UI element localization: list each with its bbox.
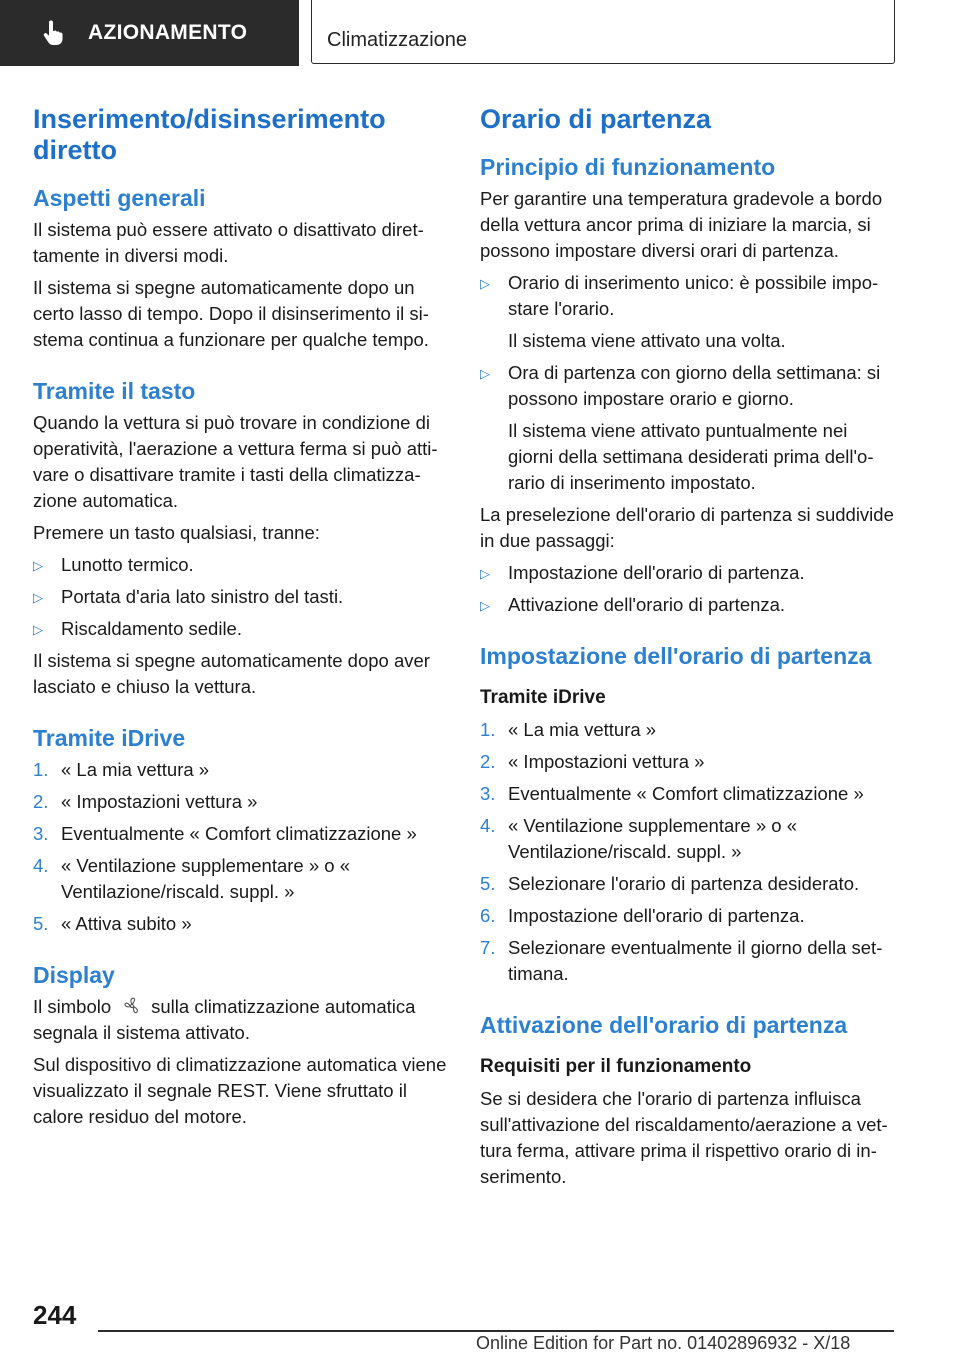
paragraph: Quando la vettura si può trovare in condizione di operatività, l'aerazione a vettura ferma si può attivare o disattivare tramite i tasti della climatizzazione automatica. bbox=[33, 412, 438, 511]
list-item: 4. « Ventilazione supplementare » o « Ventilazione/riscald. suppl. » bbox=[33, 855, 351, 902]
subsection-heading: Aspetti generali bbox=[33, 185, 206, 211]
edition-note: Online Edition for Part no. 01402896932 - X/18 bbox=[476, 1333, 851, 1353]
paragraph: Il sistema si spegne automaticamente dopo un certo lasso di tempo. Dopo il disinserimento il sistema continua a funzionare per qualche tempo. bbox=[33, 277, 429, 350]
list-item: ▷ Orario di inserimento unico: è possibile impostare l'orario. Il sistema viene attivato una volta. bbox=[480, 272, 879, 351]
list-item: 2. « Impostazioni vettura » bbox=[480, 751, 705, 772]
paragraph: Premere un tasto qualsiasi, tranne: bbox=[33, 522, 320, 543]
list-item: ▷ Portata d'aria lato sinistro del tasti. bbox=[33, 584, 448, 610]
list-item: ▷ Riscaldamento sedile. bbox=[33, 616, 448, 642]
section-heading: Inserimento/disinserimento diretto bbox=[33, 104, 386, 165]
paragraph: Il sistema può essere attivato o disattivato direttamente in diversi modi. bbox=[33, 219, 424, 266]
bullet-list bbox=[480, 560, 895, 618]
list-item: 2. « Impostazioni vettura » bbox=[33, 791, 258, 812]
subsection-heading: Principio di funzionamento bbox=[480, 154, 776, 180]
list-item: 3. Eventualmente « Comfort climatizzazione » bbox=[480, 783, 864, 804]
numbered-list bbox=[33, 757, 448, 937]
list-item: 1. « La mia vettura » bbox=[33, 759, 210, 780]
list-item: ▷ Lunotto termico. bbox=[33, 552, 448, 578]
triangle-bullet-icon: ▷ bbox=[480, 276, 490, 291]
section-heading: Orario di partenza bbox=[480, 104, 712, 134]
list-item: ▷ Impostazione dell'orario di partenza. bbox=[480, 560, 895, 586]
subsection-heading: Tramite il tasto bbox=[33, 378, 196, 404]
subsection-heading: Display bbox=[33, 962, 115, 988]
paragraph: Sul dispositivo di climatizzazione automatica viene visualizzato il segnale REST. Viene sfruttato il calore residuo del motore. bbox=[33, 1054, 447, 1127]
minor-heading: Tramite iDrive bbox=[480, 687, 606, 708]
bullet-list bbox=[33, 552, 448, 642]
list-item: 4. « Ventilazione supplementare » o « Ventilazione/riscald. suppl. » bbox=[480, 815, 798, 862]
section-tab bbox=[0, 0, 299, 66]
paragraph: Se si desidera che l'orario di partenza influisca sull'attivazione del riscaldamento/aerazione a vettura ferma, attivare prima il rispettivo orario di inserimento. bbox=[480, 1088, 888, 1187]
paragraph: Il simbolo sulla climatizzazione automatica segnala il sistema attivato. bbox=[33, 996, 416, 1043]
chapter-tab bbox=[311, 0, 895, 64]
section-title: AZIONAMENTO bbox=[88, 21, 248, 44]
paragraph: Il sistema si spegne automaticamente dopo aver lasciato e chiuso la vettura. bbox=[33, 650, 430, 697]
list-item: 7. Selezionare eventualmente il giorno della settimana. bbox=[480, 937, 883, 984]
triangle-bullet-icon: ▷ bbox=[33, 558, 43, 573]
triangle-bullet-icon: ▷ bbox=[33, 622, 43, 637]
list-item: 5. « Attiva subito » bbox=[33, 913, 192, 934]
numbered-list bbox=[480, 717, 895, 987]
list-item: ▷ Ora di partenza con giorno della settimana: si possono impostare orario e giorno. Il sistema viene attivato puntualmente nei giorni della settimana desiderati prima dell'orario di inserimento impostato. bbox=[480, 362, 881, 493]
triangle-bullet-icon: ▷ bbox=[33, 590, 43, 605]
subsection-heading: Impostazione dell'orario di partenza bbox=[480, 643, 872, 669]
list-item: 5. Selezionare l'orario di partenza desiderato. bbox=[480, 873, 860, 894]
list-item: 3. Eventualmente « Comfort climatizzazione » bbox=[33, 823, 417, 844]
bullet-list bbox=[480, 270, 895, 496]
triangle-bullet-icon: ▷ bbox=[480, 366, 490, 381]
subsection-heading: Attivazione dell'orario di partenza bbox=[480, 1012, 848, 1038]
paragraph: Per garantire una temperatura gradevole a bordo della vettura ancor prima di iniziare la marcia, si possono impostare diversi orari di partenza. bbox=[480, 188, 883, 261]
right-column bbox=[480, 104, 895, 1196]
list-item: 6. Impostazione dell'orario di partenza. bbox=[480, 905, 805, 926]
left-column bbox=[33, 104, 448, 1136]
triangle-bullet-icon: ▷ bbox=[480, 566, 490, 581]
minor-heading: Requisiti per il funzionamento bbox=[480, 1056, 752, 1077]
chapter-title: Climatizzazione bbox=[327, 29, 468, 51]
list-item: ▷ Attivazione dell'orario di partenza. bbox=[480, 592, 895, 618]
page-number: 244 bbox=[33, 1300, 77, 1330]
paragraph: La preselezione dell'orario di partenza si suddivide in due passaggi: bbox=[480, 504, 894, 551]
subsection-heading: Tramite iDrive bbox=[33, 725, 186, 751]
fan-icon bbox=[119, 996, 145, 1016]
hand-pointer-icon bbox=[42, 20, 66, 46]
list-item: 1. « La mia vettura » bbox=[480, 719, 657, 740]
footer-divider bbox=[98, 1330, 894, 1332]
triangle-bullet-icon: ▷ bbox=[480, 598, 490, 613]
